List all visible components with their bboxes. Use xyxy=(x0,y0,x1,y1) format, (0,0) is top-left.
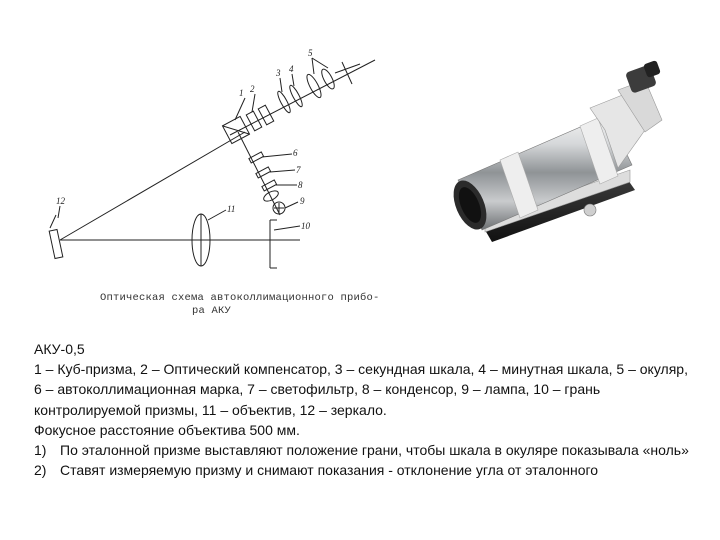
step-2-number: 2) xyxy=(34,462,47,479)
caption-line-1: Оптическая схема автоколлимационного прибо- xyxy=(100,292,380,304)
optical-schematic xyxy=(30,40,400,330)
step-2 xyxy=(34,460,698,480)
component-legend: 1 – Куб-призма, 2 – Оптический компенсатор, 3 – секундная шкала, 4 – минутная шкала, 5 – окуляр, 6 – автоколлимационная марка, 7 – светофильтр, 8 – конденсор, 9 – лампа, 10 – грань контролируемой призмы, 11 – объектив, 12 – зеркало. xyxy=(34,361,688,418)
label-8: 8 xyxy=(298,180,303,190)
step-1 xyxy=(34,440,698,460)
step-1-number: 1) xyxy=(34,442,47,459)
label-11: 11 xyxy=(227,204,236,214)
label-4: 4 xyxy=(289,64,294,74)
focal-length: Фокусное расстояние объектива 500 мм. xyxy=(34,421,300,438)
step-1-text: По эталонной призме выставляют положение грани, чтобы шкала в окуляре показывала «ноль» xyxy=(60,442,689,459)
label-3: 3 xyxy=(276,68,281,78)
schematic-caption xyxy=(100,292,400,318)
label-5: 5 xyxy=(308,48,313,58)
description xyxy=(34,339,698,480)
step-2-text: Ставят измеряемую призму и снимают показания - отклонение угла от эталонного xyxy=(60,462,599,479)
label-2: 2 xyxy=(250,84,255,94)
label-6: 6 xyxy=(293,148,298,158)
label-10: 10 xyxy=(301,221,310,231)
optical-scheme-drawing xyxy=(30,40,400,330)
device-title: АКУ-0,5 xyxy=(34,341,85,357)
caption-line-2: ра АКУ xyxy=(192,305,232,317)
autocollimator-illustration xyxy=(440,60,690,275)
label-7: 7 xyxy=(296,165,301,175)
device-photo xyxy=(440,60,690,275)
label-9: 9 xyxy=(300,196,305,206)
label-1: 1 xyxy=(239,88,244,98)
label-12: 12 xyxy=(56,196,65,206)
